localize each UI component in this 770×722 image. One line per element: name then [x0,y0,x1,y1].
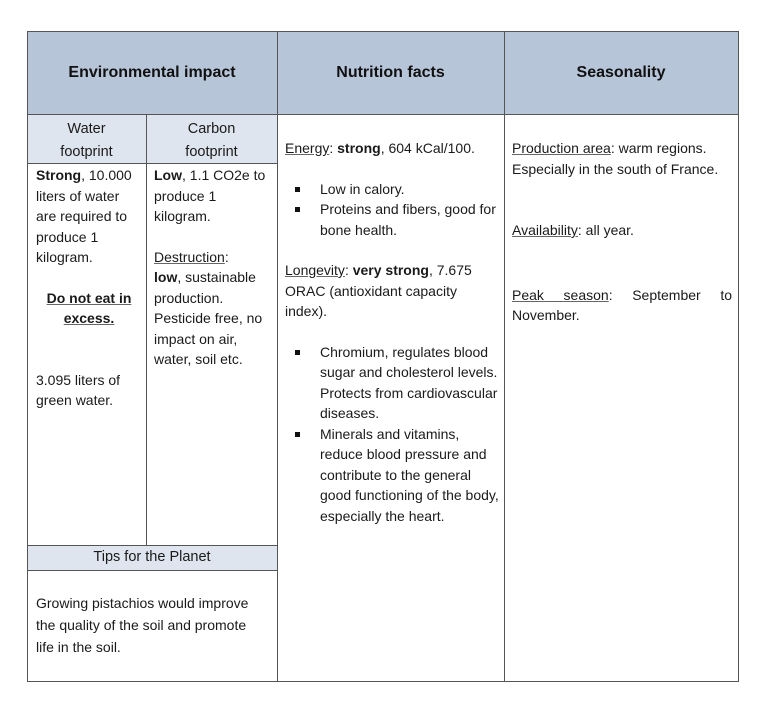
tips-text: Growing pistachios would improve the quality of the soil and promote life in the soil. [36,595,249,655]
carbon-title-line2: footprint [185,144,238,160]
header-nutrition-label: Nutrition facts [336,64,445,81]
bullet-icon [295,432,300,437]
water-text: , 10.000 liters of water are required to produce 1 kilogram. [36,167,132,265]
list-item: Chromium, regulates blood sugar and cholesterol levels. Protects from cardiovascular diseases. [285,342,499,424]
border-left [27,31,28,682]
bullet-icon [295,187,300,192]
border-top [27,31,739,32]
carbon-footprint-body [154,165,275,370]
border-env-nutrition [277,31,278,682]
tips-header [27,545,277,570]
water-green-water: 3.095 liters of green water. [36,371,121,408]
tips-body [36,592,256,658]
border-nutrition-season [504,31,505,682]
list-item: Low in calory. [285,179,499,200]
destruction-colon: : [224,248,229,265]
border-right [738,31,739,682]
availability-label: Availability [512,222,578,238]
energy-text: , 604 kCal/100. [380,140,475,156]
peak-label: Peak season [512,286,609,303]
energy-colon: : [329,140,338,156]
energy-strength: strong [337,140,381,156]
carbon-title-line1: Carbon [187,121,236,137]
destruction-text: , sustainable production. Pesticide free, no impact on air, water, soil etc. [154,269,263,367]
header-nutrition [277,31,504,115]
energy-label: Energy [285,140,330,156]
bullet-icon [295,207,300,212]
water-footprint-body [36,165,142,411]
border-tips-bottom [27,570,277,571]
production-label: Production area [512,140,611,156]
header-seasonality [504,31,738,115]
border-bottom [27,681,739,682]
list-item: Proteins and fibers, good for bone health. [285,199,499,240]
nutrition-body [285,138,499,526]
longevity-strength: very strong [352,262,429,278]
production-text: : warm regions. Especially in the south of France. [512,140,719,177]
water-warning: Do not eat in excess. [46,289,132,326]
header-seasonality-label: Seasonality [576,64,666,81]
carbon-low-label: Low [154,167,182,183]
tips-title: Tips for the Planet [93,549,211,565]
energy-bullet-list [285,179,499,241]
header-environmental-label: Environmental impact [68,64,236,81]
water-strong-label: Strong [36,167,82,183]
longevity-text: , 7.675 ORAC (antioxidant capacity index). [285,262,472,319]
list-item: Minerals and vitamins, reduce blood pressure and contribute to the general good functioning of the body, especially the heart. [285,424,499,527]
seasonality-body [512,138,732,326]
bullet-icon [295,350,300,355]
border-header-bottom [27,114,739,115]
header-environmental [27,31,277,115]
availability-text: : all year. [577,222,634,238]
peak-text: : September to November. [512,286,732,323]
longevity-colon: : [344,262,353,278]
longevity-bullet-list [285,342,499,527]
water-title-line1: Water [67,121,106,137]
water-title-line2: footprint [60,144,113,160]
border-water-carbon [146,115,147,545]
carbon-text: , 1.1 CO2e to produce 1 kilogram. [154,167,266,224]
destruction-label: Destruction [154,248,225,265]
water-footprint-header [27,115,146,163]
destruction-strength: low [154,269,178,285]
border-subheader-bottom [27,163,277,164]
longevity-label: Longevity [285,262,345,278]
carbon-footprint-header [146,115,277,163]
border-tips-top [27,545,277,546]
